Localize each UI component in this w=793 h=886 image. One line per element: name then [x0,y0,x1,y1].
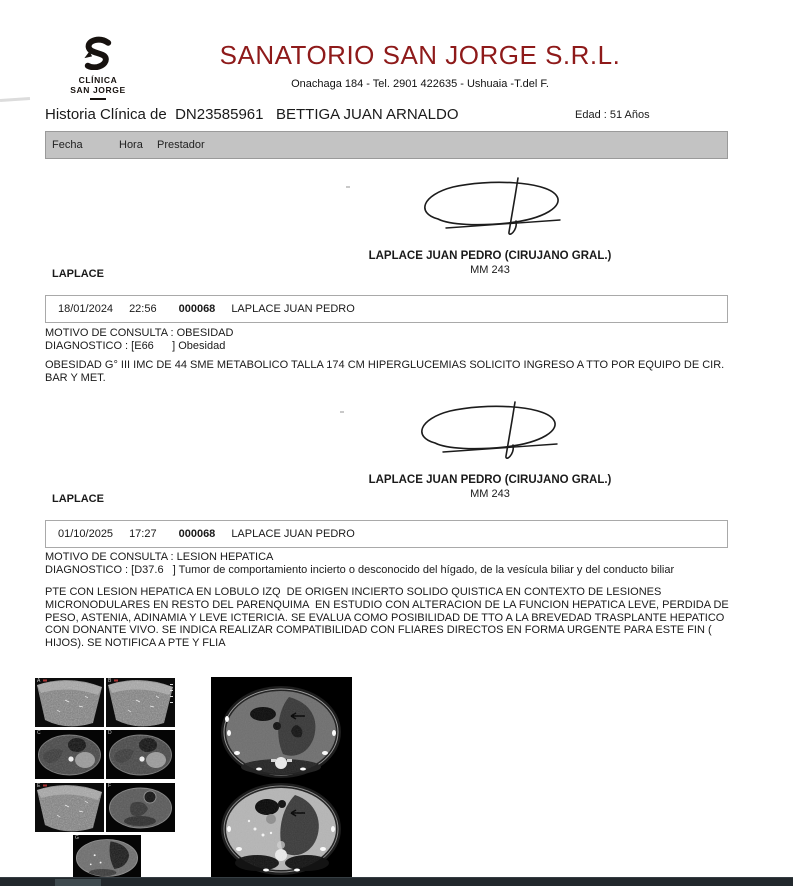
column-fecha: Fecha [52,139,83,151]
entry-note: OBESIDAD G° III IMC DE 44 SME METABOLICO TALLA 174 CM HIPERGLUCEMIAS SOLICITO INGRESO A TTO POR EQUIPO DE CIR. BAR Y MET. [45,359,728,384]
patient-document-number: DN23585961 [175,106,264,123]
scan-artifact-dot [346,186,350,188]
entry-note: PTE CON LESION HEPATICA EN LOBULO IZQ DE ORIGEN INCIERTO SOLIDO QUISTICA EN CONTEXTO DE LESIONES MICRONODULARES EN RESTO DEL PARENQUIMA EN ESTUDIO CON ALTERACION DE LA FUNCION HEPATICA LEVE, PERDIDA DE PESO, ASTENIA, ADINAMIA Y LEVE ICTERICIA. SE EVALUA COMO POSIBILIDAD DE TTO A LA BREVEDAD TRASPLANTE HEPATICO CON DONANTE VIVO. SE INDICA REALIZAR COMPATIBILIDAD CON FLIARES DIRECTOS EN FORMA URGENTE PARA ESTE FIN ( HIJOS). SE NOTIFICA A PTE Y FLIA [45,586,732,650]
diagnostico: DIAGNOSTICO : [E66 ] Obesidad [45,340,226,352]
entry-provider: LAPLACE JUAN PEDRO [231,528,355,540]
patient-header [45,106,459,123]
diagnostico: DIAGNOSTICO : [D37.6 ] Tumor de comportamiento incierto o desconocido del hígado, de la vesícula biliar y del conducto biliar [45,564,675,576]
figure-label: E [37,783,41,789]
patient-name: BETTIGA JUAN ARNALDO [275,106,459,123]
patient-age: Edad : 51 Años [575,109,650,121]
ct-scan-panel[interactable] [211,677,352,878]
motivo-consulta: MOTIVO DE CONSULTA : OBESIDAD [45,327,234,339]
column-prestador: Prestador [157,139,205,151]
entry-date: 01/10/2025 [58,528,114,540]
attachment-thumbnail-a[interactable] [35,678,104,727]
entry-provider: LAPLACE JUAN PEDRO [231,303,355,315]
scrollbar-thumb[interactable] [55,879,101,886]
entries-grid-header [45,131,728,159]
provider-short-name: LAPLACE [52,493,104,505]
signer-name-title: LAPLACE JUAN PEDRO (CIRUJANO GRAL.) [368,250,612,262]
provider-short-name: LAPLACE [52,268,104,280]
entry-row[interactable] [45,520,728,548]
scan-artifact [0,97,30,102]
entry-date: 18/01/2024 [58,303,114,315]
attachment-thumbnail-b[interactable] [106,678,175,727]
entry-time: 17:27 [129,528,157,540]
clinic-logo-rule [90,98,106,100]
attachment-thumbnail-f[interactable] [106,783,175,832]
figure-label: C [37,730,41,736]
figure-label: A [37,678,41,684]
signature-image [405,399,567,459]
horizontal-scrollbar[interactable] [0,877,793,886]
attachment-thumbnail-g[interactable] [73,835,141,880]
signer-name-title: LAPLACE JUAN PEDRO (CIRUJANO GRAL.) [368,474,612,486]
page-title: SANATORIO SAN JORGE S.R.L. [219,40,621,70]
signer-license: MM 243 [470,488,510,500]
attachment-thumbnail-c[interactable] [35,730,104,779]
history-label: Historia Clínica de [45,106,167,123]
motivo-consulta: MOTIVO DE CONSULTA : LESION HEPATICA [45,551,274,563]
entry-row[interactable] [45,295,728,323]
attachment-thumbnail-d[interactable] [106,730,175,779]
entry-code: 000068 [178,528,216,540]
entry-time: 22:56 [129,303,157,315]
clinic-logo-line1: CLÍNICA [78,75,118,85]
attachment-thumbnail-e[interactable] [35,783,104,832]
figure-label: F [108,783,112,789]
figure-label: D [108,730,112,736]
figure-label: G [75,835,79,841]
figure-label: B [108,678,112,684]
ct-axial-slices-image [211,677,352,878]
clinic-address: Onachaga 184 - Tel. 2901 422635 - Ushuaia -T.del F. [291,78,549,90]
scan-artifact-dot [340,411,344,413]
clinic-logo-line2: SAN JORGE [70,85,126,95]
entry-code: 000068 [178,303,216,315]
signature-image [408,175,570,235]
column-hora: Hora [119,139,143,151]
signer-license: MM 243 [470,264,510,276]
